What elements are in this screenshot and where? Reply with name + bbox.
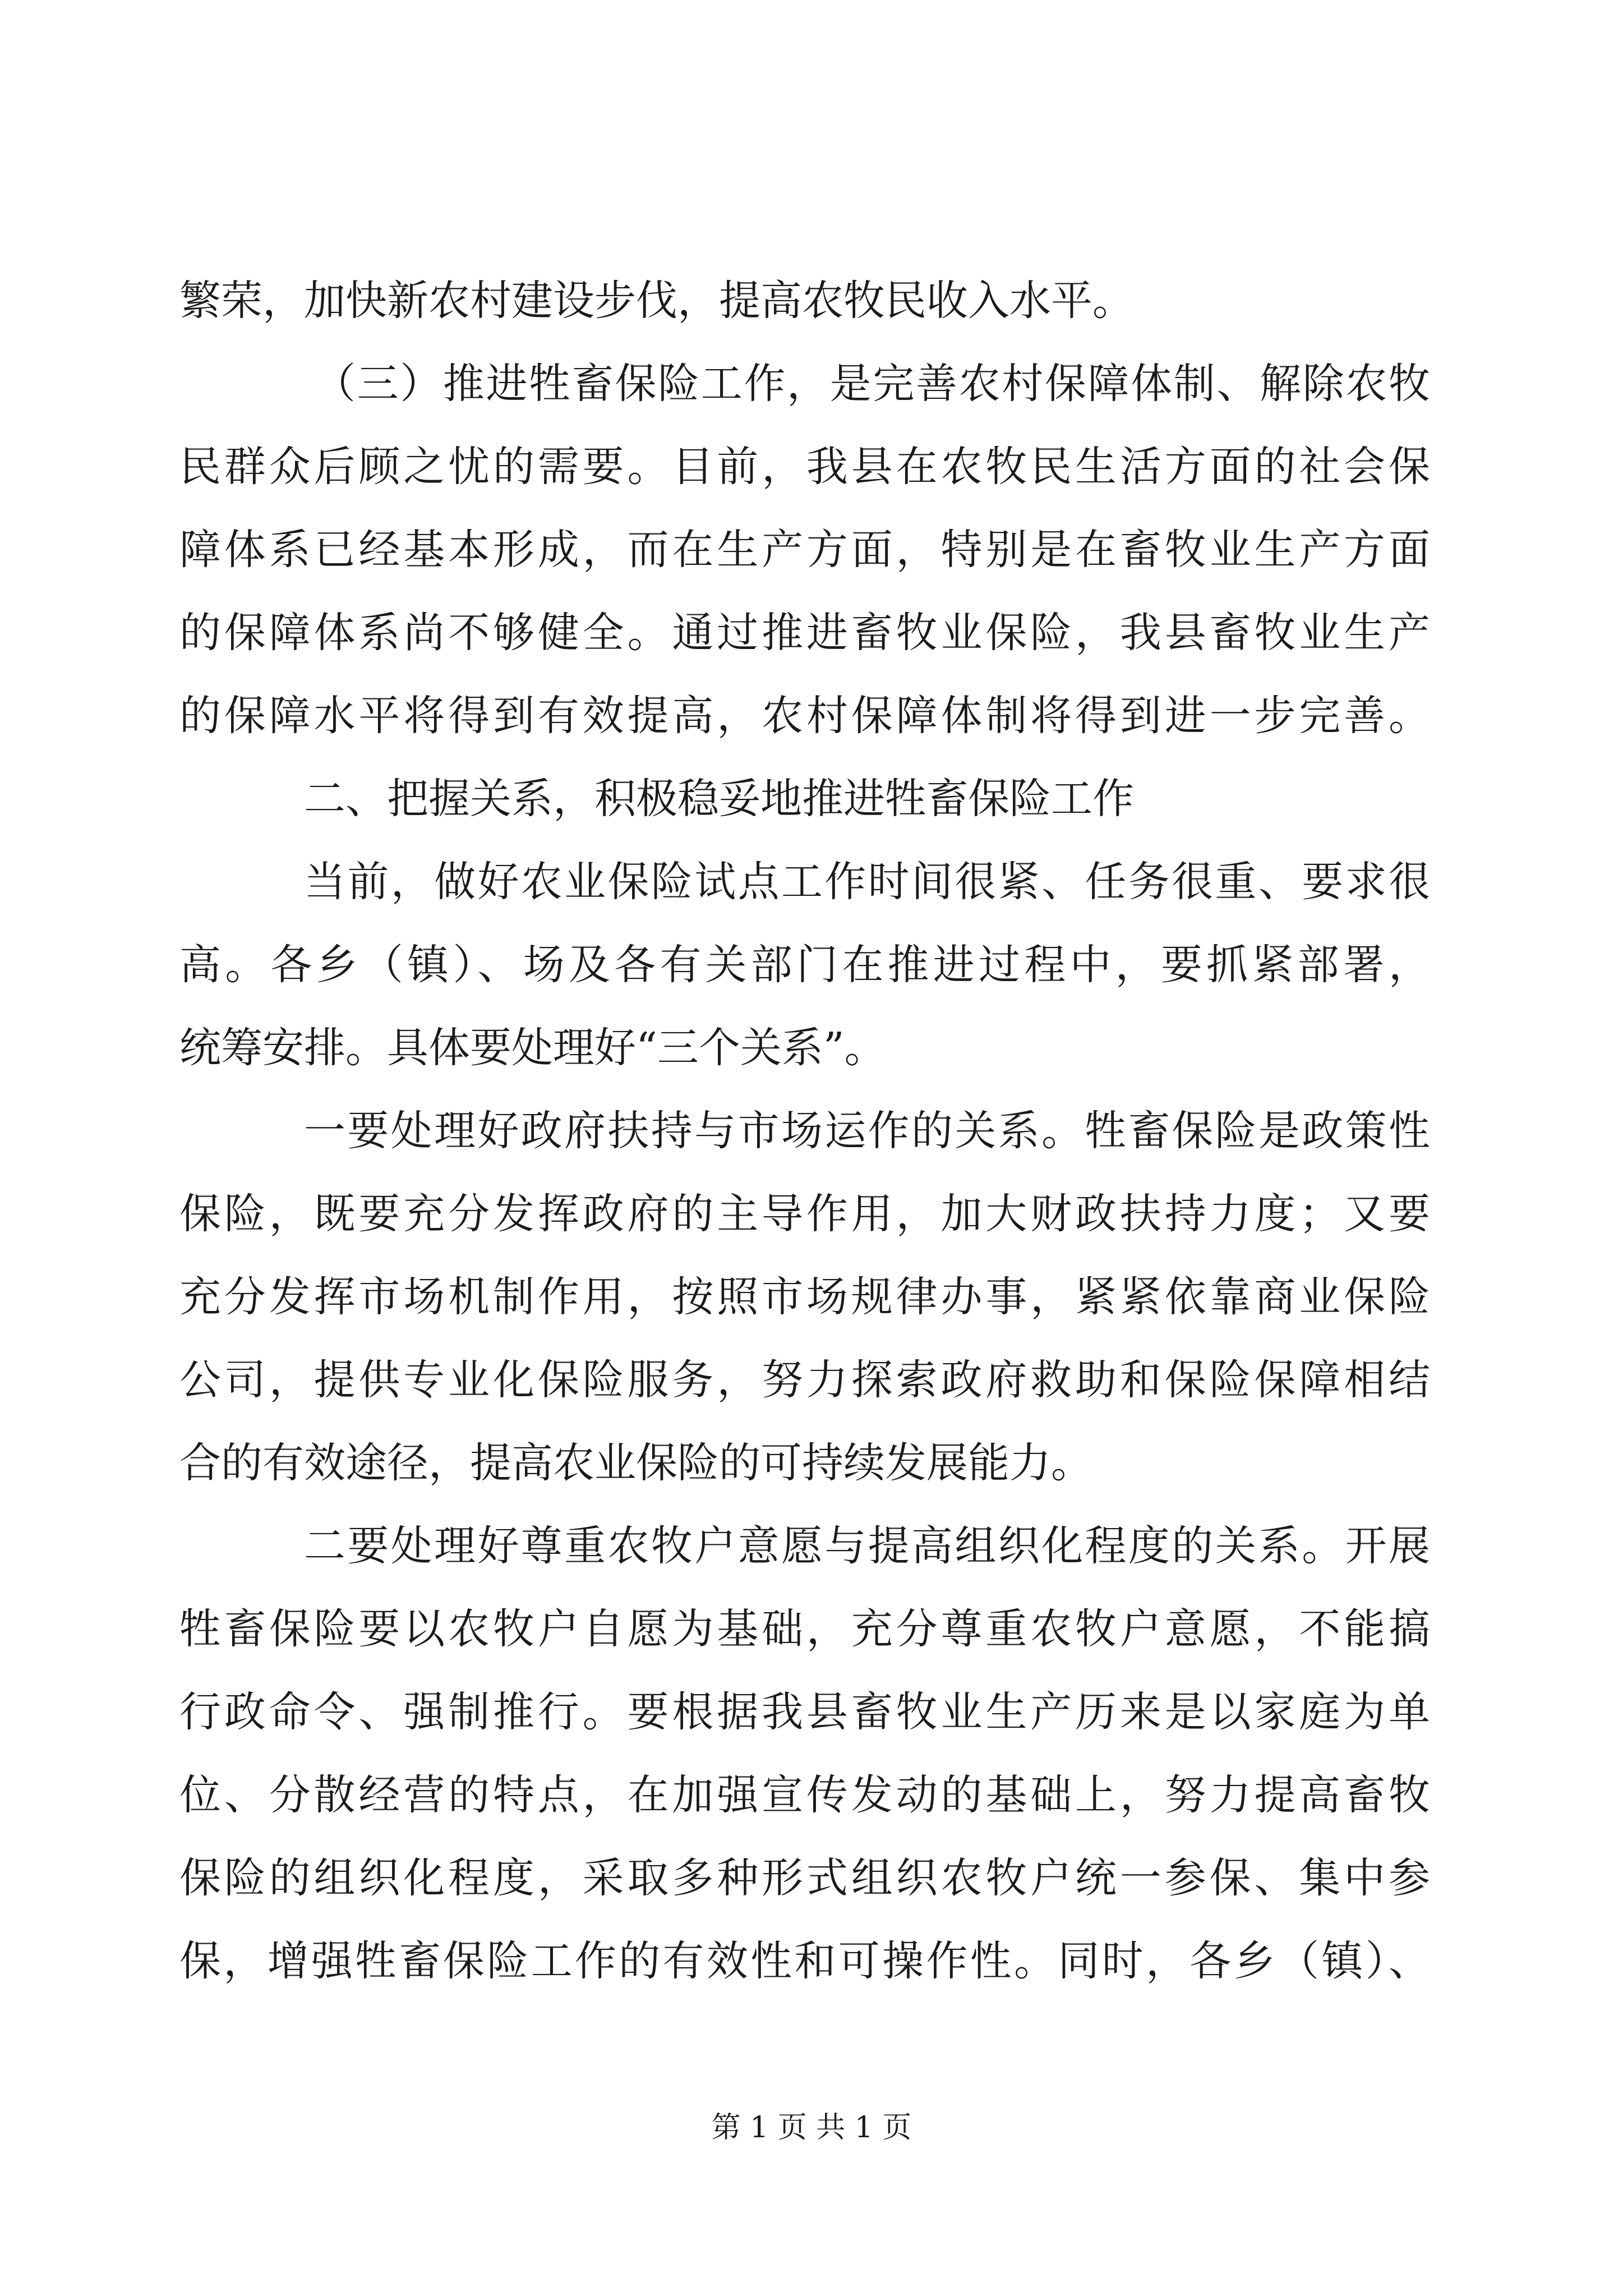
text-line: 的保障水平将得到有效提高，农村保障体制将得到进一步完善。	[179, 692, 1430, 740]
text-line: 位、分散经营的特点，在加强宣传发动的基础上，努力提高畜牧	[179, 1771, 1430, 1819]
text-line: 当前，做好农业保险试点工作时间很紧、任务很重、要求很	[304, 858, 1430, 906]
text-line: 障体系已经基本形成，而在生产方面，特别是在畜牧业生产方面	[179, 526, 1430, 574]
page-number-footer: 第 1 页 共 1 页	[711, 2111, 912, 2145]
text-line: 保，增强牲畜保险工作的有效性和可操作性。同时，各乡（镇）、	[179, 1937, 1430, 1985]
section-heading: 二、把握关系，积极稳妥地推进牲畜保险工作	[304, 775, 1134, 823]
text-line: 高。各乡（镇）、场及各有关部门在推进过程中，要抓紧部署，	[179, 941, 1430, 989]
text-line: 繁荣，加快新农村建设步伐，提高农牧民收入水平。	[179, 277, 1134, 325]
text-line: 行政命令、强制推行。要根据我县畜牧业生产历来是以家庭为单	[179, 1688, 1430, 1736]
text-line: 公司，提供专业化保险服务，努力探索政府救助和保险保障相结	[179, 1356, 1430, 1404]
text-line: 保险的组织化程度，采取多种形式组织农牧户统一参保、集中参	[179, 1854, 1430, 1902]
text-line: 合的有效途径，提高农业保险的可持续发展能力。	[179, 1439, 1092, 1487]
text-line: 民群众后顾之忧的需要。目前，我县在农牧民生活方面的社会保	[179, 443, 1430, 491]
text-line: 二要处理好尊重农牧户意愿与提高组织化程度的关系。开展	[304, 1522, 1430, 1570]
text-line: （三）推进牲畜保险工作，是完善农村保障体制、解除农牧	[314, 360, 1430, 408]
text-line: 保险，既要充分发挥政府的主导作用，加大财政扶持力度；又要	[179, 1190, 1430, 1238]
text-line: 统筹安排。具体要处理好“三个关系”。	[179, 1024, 886, 1072]
text-line: 一要处理好政府扶持与市场运作的关系。牲畜保险是政策性	[304, 1107, 1430, 1155]
text-line: 的保障体系尚不够健全。通过推进畜牧业保险，我县畜牧业生产	[179, 609, 1430, 657]
text-line: 充分发挥市场机制作用，按照市场规律办事，紧紧依靠商业保险	[179, 1273, 1430, 1321]
text-line: 牲畜保险要以农牧户自愿为基础，充分尊重农牧户意愿，不能搞	[179, 1605, 1430, 1653]
